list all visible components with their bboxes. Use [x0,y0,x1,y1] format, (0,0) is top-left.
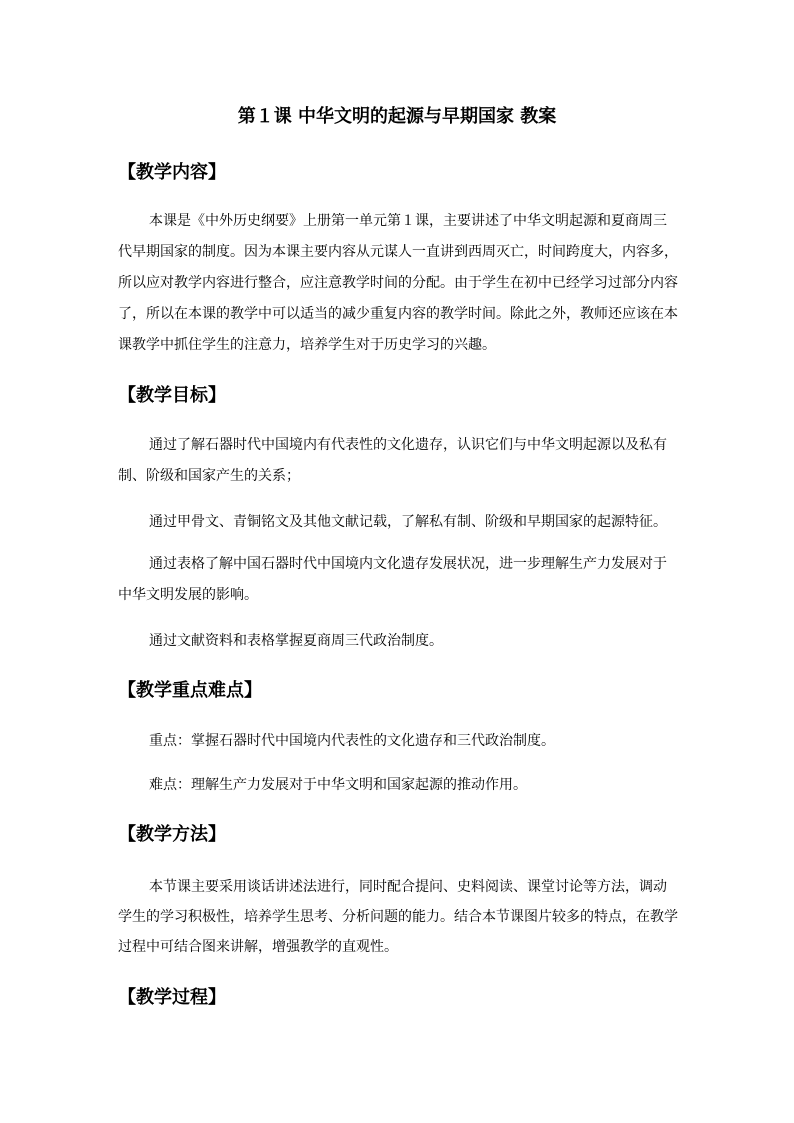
objective-paragraph-4: 通过文献资料和表格掌握夏商周三代政治制度。 [149,633,443,649]
section-heading-key-points: 【教学重点难点】 [118,680,262,701]
difficult-point-paragraph: 难点：理解生产力发展对于中华文明和国家起源的推动作用。 [149,777,527,793]
section-heading-methods: 【教学方法】 [118,824,226,845]
document-title: 第１课 中华文明的起源与早期国家 教案 [237,106,557,127]
objective-paragraph-3: 通过表格了解中国石器时代中国境内文化遗存发展状况，进一步理解生产力发展对于中华文明发展的影响。 [118,556,667,603]
objective-paragraph-2: 通过甲骨文、青铜铭文及其他文献记载，了解私有制、阶级和早期国家的起源特征。 [149,514,667,530]
objective-paragraph-1: 通过了解石器时代中国境内有代表性的文化遗存，认识它们与中华文明起源以及私有制、阶级和国家产生的关系； [118,437,667,484]
methods-paragraph: 本节课主要采用谈话讲述法进行，同时配合提问、史料阅读、课堂讨论等方法，调动学生的学习积极性，培养学生思考、分析问题的能力。结合本节课图片较多的特点，在教学过程中可结合图来讲解，增强教学的直观性。 [118,879,678,955]
key-point-paragraph: 重点：掌握石器时代中国境内代表性的文化遗存和三代政治制度。 [149,733,555,749]
section-heading-process: 【教学过程】 [118,987,226,1008]
section-heading-objectives: 【教学目标】 [118,385,226,406]
content-paragraph: 本课是《中外历史纲要》上册第一单元第１课，主要讲述了中华文明起源和夏商周三代早期国家的制度。因为本课主要内容从元谋人一直讲到西周灭亡，时间跨度大，内容多，所以应对教学内容进行整合，应注意教学时间的分配。由于学生在初中已经学习过部分内容了，所以在本课的教学中可以适当的减少重复内容的教学时间。除此之外，教师还应该在本课教学中抓住学生的注意力，培养学生对于历史学习的兴趣。 [118,213,678,353]
section-heading-content: 【教学内容】 [118,162,226,183]
